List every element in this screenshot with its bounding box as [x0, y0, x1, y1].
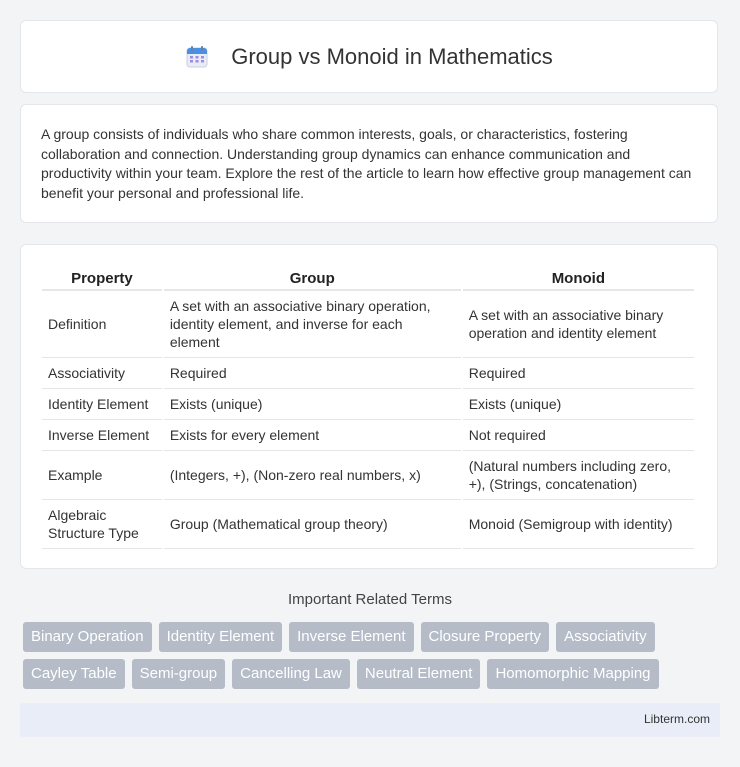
related-term-tag[interactable]: Cancelling Law	[232, 659, 350, 689]
header-card	[20, 20, 718, 93]
related-terms-title: Important Related Terms	[288, 591, 452, 608]
table-cell: Exists (unique)	[463, 389, 694, 420]
footer-site-link[interactable]: Libterm.com	[643, 712, 710, 726]
header-property: Property	[42, 265, 162, 291]
table-cell: A set with an associative binary operation, identity element, and inverse for each element	[164, 291, 461, 358]
comparison-table	[40, 265, 696, 549]
table-cell: Inverse Element	[42, 420, 162, 451]
related-term-tag[interactable]: Inverse Element	[289, 622, 413, 652]
related-term-tag[interactable]: Cayley Table	[23, 659, 125, 689]
calendar-icon	[185, 45, 209, 69]
table-cell: Algebraic Structure Type	[42, 500, 162, 549]
table-cell: Exists (unique)	[164, 389, 461, 420]
table-cell: Not required	[463, 420, 694, 451]
table-cell: Identity Element	[42, 389, 162, 420]
footer	[20, 703, 720, 737]
related-term-tag[interactable]: Associativity	[556, 622, 655, 652]
table-cell: Required	[463, 358, 694, 389]
related-terms-list	[23, 622, 723, 689]
related-term-tag[interactable]: Semi-group	[132, 659, 226, 689]
header-monoid: Monoid	[463, 265, 694, 291]
intro-card	[20, 104, 718, 223]
table-cell: (Integers, +), (Non-zero real numbers, x)	[164, 451, 461, 500]
table-cell: Associativity	[42, 358, 162, 389]
related-term-tag[interactable]: Closure Property	[421, 622, 550, 652]
table-cell: Monoid (Semigroup with identity)	[463, 500, 694, 549]
table-cell: Definition	[42, 291, 162, 358]
table-row	[42, 389, 694, 420]
table-cell: Exists for every element	[164, 420, 461, 451]
table-row	[42, 500, 694, 549]
comparison-table-card	[20, 244, 718, 569]
related-term-tag[interactable]: Neutral Element	[357, 659, 481, 689]
related-term-tag[interactable]: Binary Operation	[23, 622, 152, 652]
header-group: Group	[164, 265, 461, 291]
table-row	[42, 291, 694, 358]
related-term-tag[interactable]: Homomorphic Mapping	[487, 659, 658, 689]
table-cell: (Natural numbers including zero, +), (Strings, concatenation)	[463, 451, 694, 500]
related-term-tag[interactable]: Identity Element	[159, 622, 283, 652]
table-cell: A set with an associative binary operation and identity element	[463, 291, 694, 358]
table-cell: Required	[164, 358, 461, 389]
table-row	[42, 451, 694, 500]
intro-text: A group consists of individuals who share common interests, goals, or characteristics, fostering collaboration and connection. Understanding group dynamics can enhance communication and productivity within your team. Explore the rest of the article to learn how effective group management can benefit your personal and professional life.	[41, 126, 692, 201]
table-row	[42, 420, 694, 451]
table-header-row	[42, 265, 694, 291]
table-cell: Group (Mathematical group theory)	[164, 500, 461, 549]
table-cell: Example	[42, 451, 162, 500]
page-title: Group vs Monoid in Mathematics	[231, 43, 553, 69]
table-row	[42, 358, 694, 389]
